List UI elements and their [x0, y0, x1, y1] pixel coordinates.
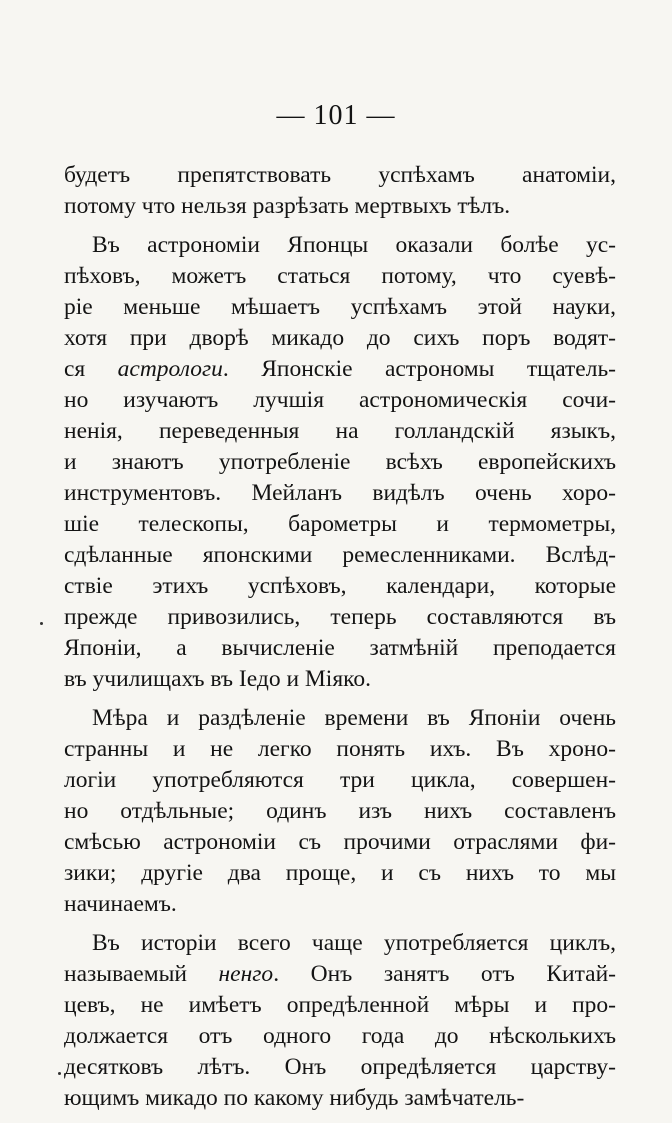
text-line: и знаютъ употребленіе всѣхъ европейскихъ [64, 449, 616, 475]
text-line: Въ астрономіи Японцы оказали болѣе ус- [92, 232, 616, 258]
paragraph [64, 703, 616, 920]
text-line: ющимъ микадо по какому нибудь замѣчатель- [64, 1085, 525, 1111]
text-line: ненія, переведенныя на голландскій языкъ, [64, 418, 616, 444]
text-line: въ училищахъ въ Іедо и Міяко. [64, 666, 371, 692]
text-line: пѣховъ, можетъ статься потому, что суевѣ- [64, 263, 616, 289]
text-line: шіе телескопы, барометры и термометры, [64, 511, 616, 537]
print-speck [58, 1072, 61, 1075]
text-line: но отдѣльные; одинъ изъ нихъ составленъ [64, 798, 616, 824]
text-line: странны и не легко понять ихъ. Въ хроно- [64, 736, 616, 762]
paragraph [64, 928, 616, 1114]
text-line: потому что нельзя разрѣзать мертвыхъ тѣлъ. [64, 193, 511, 219]
text-line: сдѣланные японскими ремесленниками. Вслѣд- [64, 542, 616, 568]
text-line: ствіе этихъ успѣховъ, календари, которые [64, 573, 616, 599]
text-line: инструментовъ. Мейланъ видѣлъ очень хоро- [64, 480, 616, 506]
text-line: прежде привозились, теперь составляются въ [64, 604, 616, 630]
paragraph-gap [64, 920, 616, 928]
paragraph-gap [64, 695, 616, 703]
paragraph [64, 160, 616, 222]
italic-term: ненго [218, 961, 274, 987]
text-line: ся астрологи. Японскіе астрономы тщатель- [64, 356, 616, 382]
body-text [64, 160, 616, 1114]
text-line: должается отъ одного года до нѣсколькихъ [64, 1023, 616, 1049]
text-line: логіи употребляются три цикла, совершен- [64, 767, 616, 793]
text-line: Въ исторіи всего чаще употребляется циклъ, [92, 930, 616, 956]
text-line: Мѣра и раздѣленіе времени въ Японіи очень [92, 705, 616, 731]
italic-term: астрологи [117, 356, 223, 382]
text-line: десятковъ лѣтъ. Онъ опредѣляется царству- [64, 1054, 616, 1080]
text-line: цевъ, не имѣетъ опредѣленной мѣры и про- [64, 992, 616, 1018]
text-line: ріе меньше мѣшаетъ успѣхамъ этой науки, [64, 294, 616, 320]
text-line: Японіи, а вычисленіе затмѣній преподается [64, 635, 616, 661]
text-line: начинаемъ. [64, 891, 177, 917]
paragraph-gap [64, 222, 616, 230]
text-line: будетъ препятствовать успѣхамъ анатоміи, [64, 162, 616, 188]
text-line: зики; другіе два проще, и съ нихъ то мы [64, 860, 616, 886]
text-line: хотя при дворѣ микадо до сихъ поръ водят- [64, 325, 616, 351]
text-line: но изучаютъ лучшія астрономическія сочи- [64, 387, 616, 413]
print-speck [40, 622, 43, 625]
page-number: — 101 — [276, 100, 396, 131]
paragraph [64, 230, 616, 695]
text-line: смѣсью астрономіи съ прочими отраслями фи- [64, 829, 616, 855]
text-line: называемый ненго. Онъ занятъ отъ Китай- [64, 961, 616, 987]
